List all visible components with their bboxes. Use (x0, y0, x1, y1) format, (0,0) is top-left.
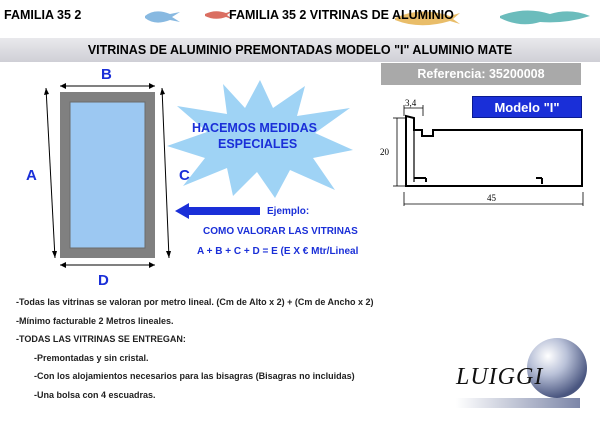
label-b: B (101, 66, 112, 83)
label-c: C (179, 167, 190, 184)
note-line: -Una bolsa con 4 escuadras. (34, 390, 156, 400)
left-arrow-icon (175, 203, 260, 219)
profile-dim-bottom: 45 (487, 193, 496, 203)
label-a: A (26, 167, 37, 184)
reference-label: Referencia: 35200008 (381, 63, 581, 85)
profile-drawing (378, 96, 588, 206)
header-family-title: FAMILIA 35 2 VITRINAS DE ALUMINIO (229, 8, 454, 22)
example-title: Ejemplo: (267, 206, 310, 217)
note-line: -Mínimo facturable 2 Metros lineales. (16, 316, 174, 326)
header-family-left: FAMILIA 35 2 (4, 8, 82, 22)
starburst-line1: HACEMOS MEDIDAS (192, 121, 318, 135)
note-line: -TODAS LAS VITRINAS SE ENTREGAN: (16, 334, 186, 344)
note-line: -Premontadas y sin cristal. (34, 353, 149, 363)
profile-dim-top: 3,4 (405, 98, 417, 108)
logo-underline (456, 398, 580, 408)
starburst-line2: ESPECIALES (218, 137, 298, 151)
note-line: -Con los alojamientos necesarios para las bisagras (Bisagras no incluidas) (34, 371, 355, 381)
note-line: -Todas las vitrinas se valoran por metro lineal. (Cm de Alto x 2) + (Cm de Ancho x 2) (16, 297, 374, 307)
model-badge: Modelo "I" (472, 96, 582, 118)
title-banner: VITRINAS DE ALUMINIO PREMONTADAS MODELO "I" ALUMINIO MATE (0, 38, 600, 62)
example-line1: COMO VALORAR LAS VITRINAS (203, 226, 358, 237)
example-formula: A + B + C + D = E (E X € Mtr/Lineal (197, 246, 359, 257)
profile-dim-left: 20 (380, 147, 389, 157)
label-d: D (98, 272, 109, 289)
brand-logo: LUIGGI (456, 364, 544, 390)
